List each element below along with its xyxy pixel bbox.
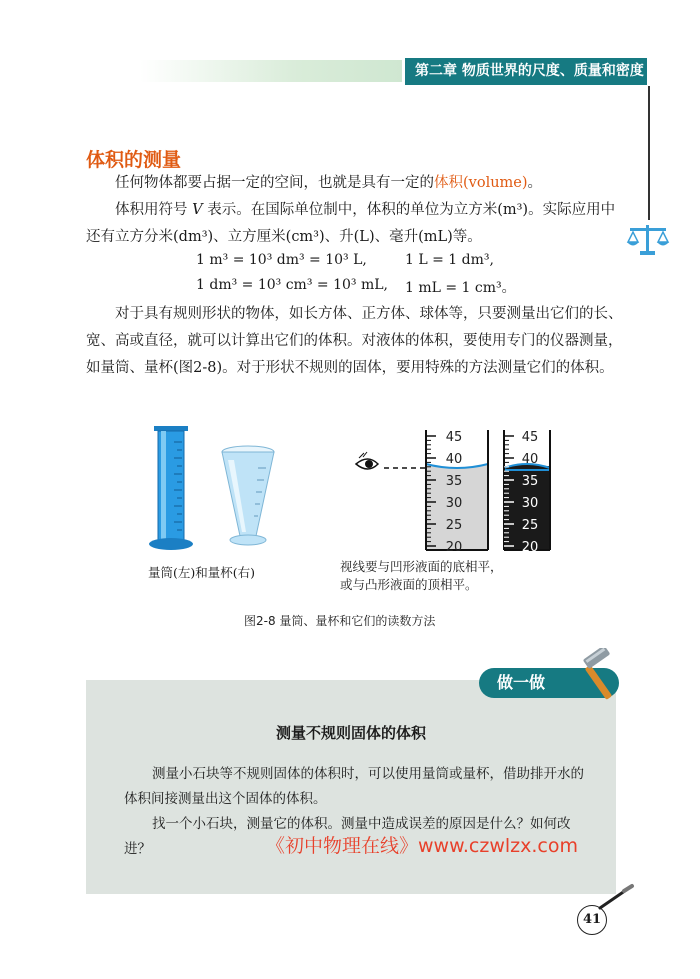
left-figure-caption: 量筒(左)和量杯(右) xyxy=(148,565,256,580)
measuring-cup xyxy=(222,446,274,545)
paragraph-volume-units xyxy=(86,197,626,251)
formula-2-left: 1 dm³ = 10³ cm³ = 10³ mL, xyxy=(196,277,388,293)
watermark-text: 《初中物理在线》www.czwlzx.com xyxy=(266,835,578,857)
p2-text-b: 表示。在国际单位制中，体积的单位为立方米(m³)。实际应用中还有立方分米(dm³)、立方厘米(cm³)、升(L)、毫升(mL)等。 xyxy=(86,202,616,245)
scale-tick-label: 25 xyxy=(445,518,463,533)
paragraph-measurement-methods: 对于具有规则形状的物体，如长方体、正方体、球体等，只要测量出它们的长、宽、高或直径，就可以计算出它们的体积。对液体的体积，要使用专门的仪器测量，如量筒、量杯(图2-8)。对于形状不规则的固体，要用特殊的方法测量它们的体积。 xyxy=(86,306,623,376)
page-number: 41 xyxy=(577,905,607,935)
scale-tick-label: 30 xyxy=(445,496,463,511)
scale-tick-label: 20 xyxy=(521,540,539,555)
right-caption-line-2: 或与凸形液面的顶相平。 xyxy=(340,577,478,592)
scale-tick-label: 40 xyxy=(521,452,539,467)
balance-scale-icon xyxy=(626,222,670,258)
formula-1-right: 1 L = 1 dm³, xyxy=(405,252,494,268)
scale-tick-label: 25 xyxy=(521,518,539,533)
activity-paragraph-1: 测量小石块等不规则固体的体积时，可以使用量筒或量杯，借助排开水的体积间接测量出这个固体的体积。 xyxy=(124,766,584,807)
right-figure-caption xyxy=(340,558,580,594)
graduated-cylinder xyxy=(149,426,193,550)
scale-tick-label: 45 xyxy=(521,430,539,445)
p1-end: 。 xyxy=(527,175,543,191)
scale-tick-label: 40 xyxy=(445,452,463,467)
formula-1-left: 1 m³ = 10³ dm³ = 10³ L, xyxy=(196,252,367,268)
p1-text: 任何物体都要占据一定的空间，也就是具有一定的 xyxy=(115,175,434,191)
scale-tick-label: 35 xyxy=(445,474,463,489)
right-caption-line-1: 视线要与凹形液面的底相平， xyxy=(340,559,503,574)
scale-tick-label: 45 xyxy=(445,430,463,445)
section-title: 体积的测量 xyxy=(86,149,182,171)
activity-paragraph-2: 找一个小石块，测量它的体积。测量中造成误差的原因是什么？如何改进？ xyxy=(124,816,571,857)
p2-text-a: 体积用符号 xyxy=(115,202,193,218)
activity-badge: 做一做 xyxy=(479,668,619,698)
scale-tick-label: 20 xyxy=(445,540,463,555)
pen-icon xyxy=(596,882,636,912)
eye-icon xyxy=(356,452,378,469)
scale-tick-label: 35 xyxy=(521,474,539,489)
chapter-header: 第二章 物质世界的尺度、质量和密度 xyxy=(405,58,647,85)
activity-title: 测量不规则固体的体积 xyxy=(275,724,426,742)
term-volume: 体积(volume) xyxy=(434,175,528,191)
header-decoration-bar xyxy=(140,60,402,82)
symbol-v: V xyxy=(192,202,203,218)
hammer-icon xyxy=(568,648,624,700)
figure-caption: 图2-8 量筒、量杯和它们的读数方法 xyxy=(244,614,436,628)
paragraph-volume-definition xyxy=(86,170,626,197)
scale-tick-label: 30 xyxy=(521,496,539,511)
header-divider-line xyxy=(648,86,650,220)
formula-2-right: 1 mL = 1 cm³。 xyxy=(405,280,516,296)
